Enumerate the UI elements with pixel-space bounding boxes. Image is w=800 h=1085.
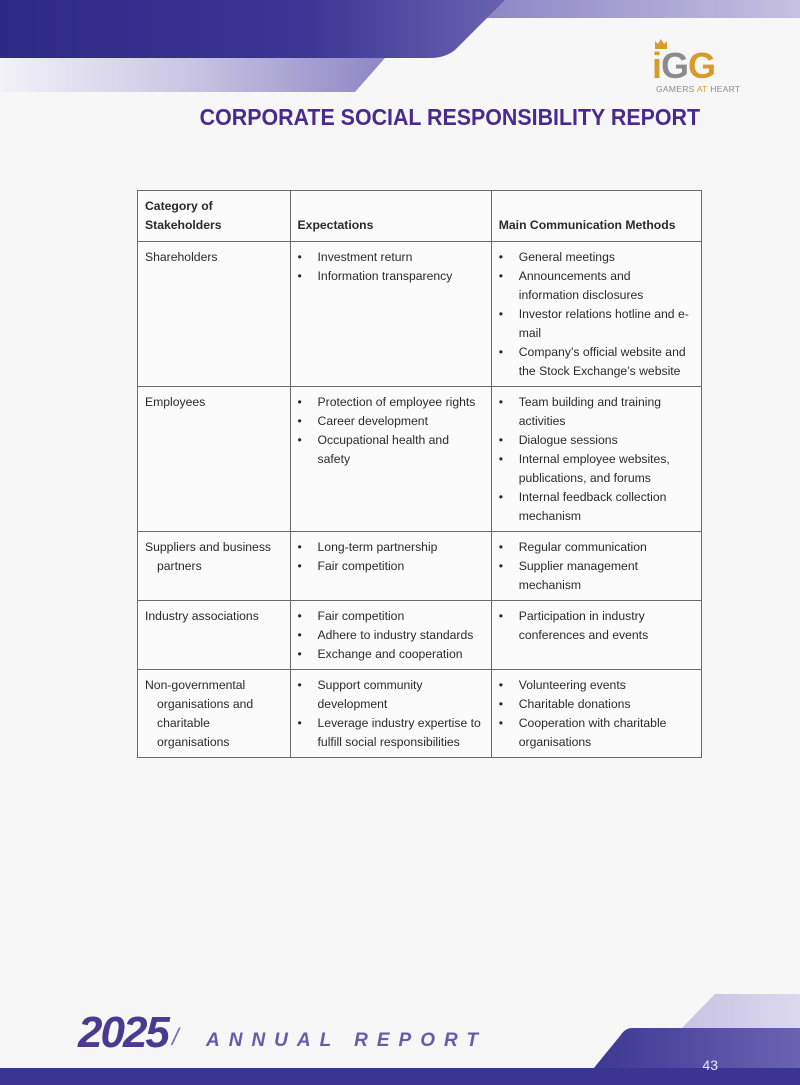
header-expectations: Expectations: [290, 191, 491, 242]
list-item: • Announcements and information disclosures: [499, 267, 694, 305]
list-item: • Information transparency: [298, 267, 484, 286]
list-item: • Protection of employee rights: [298, 393, 484, 412]
list-item: • Supplier management mechanism: [499, 557, 694, 595]
stakeholder-category: [138, 601, 291, 670]
list-item: • Fair competition: [298, 557, 484, 576]
table-row: [138, 532, 702, 601]
table-body: [138, 242, 702, 758]
stakeholder-category: [138, 387, 291, 532]
list-item: • Participation in industry conferences and events: [499, 607, 694, 645]
expectations-cell: [290, 242, 491, 387]
category-label: Industry associations: [145, 609, 259, 623]
list-item: • Investor relations hotline and e-mail: [499, 305, 694, 343]
table-header-row: [138, 191, 702, 242]
list-item: • Charitable donations: [499, 695, 694, 714]
logo-tagline: GAMERS AT HEART: [656, 84, 741, 94]
methods-cell: [491, 387, 701, 532]
footer-annual-report: ANNUAL REPORT: [206, 1030, 487, 1051]
list-item: • Internal employee websites, publications, and forums: [499, 450, 694, 488]
page-number: 43: [702, 1057, 718, 1073]
expectations-list: [298, 538, 484, 576]
list-item: • Support community development: [298, 676, 484, 714]
expectations-cell: [290, 601, 491, 670]
stakeholder-category: [138, 242, 291, 387]
expectations-list: [298, 248, 484, 286]
table-row: [138, 670, 702, 758]
category-label: Non-governmental organisations and charitable organisations: [145, 678, 254, 749]
table-row: [138, 601, 702, 670]
category-label: Employees: [145, 395, 206, 409]
list-item: • Exchange and cooperation: [298, 645, 484, 664]
methods-cell: [491, 532, 701, 601]
list-item: • Regular communication: [499, 538, 694, 557]
list-item: • Long-term partnership: [298, 538, 484, 557]
footer-year: 2025: [78, 1008, 168, 1057]
expectations-cell: [290, 387, 491, 532]
header-category: Category of Stakeholders: [138, 191, 291, 242]
list-item: • Team building and training activities: [499, 393, 694, 431]
list-item: • Occupational health and safety: [298, 431, 484, 469]
methods-list: [499, 676, 694, 752]
methods-list: [499, 607, 694, 645]
category-label: Shareholders: [145, 250, 218, 264]
stakeholder-category: [138, 670, 291, 758]
logo-letters: iGG: [652, 45, 716, 86]
footer-slash: /: [172, 1024, 179, 1051]
stakeholder-category: [138, 532, 291, 601]
report-title: CORPORATE SOCIAL RESPONSIBILITY REPORT: [199, 104, 700, 130]
list-item: • Fair competition: [298, 607, 484, 626]
methods-cell: [491, 601, 701, 670]
stakeholder-table: [137, 190, 702, 758]
list-item: • Career development: [298, 412, 484, 431]
list-item: • General meetings: [499, 248, 694, 267]
expectations-list: [298, 393, 484, 469]
category-label: Suppliers and business partners: [145, 540, 272, 573]
methods-list: [499, 248, 694, 381]
header-methods: Main Communication Methods: [491, 191, 701, 242]
table-row: [138, 387, 702, 532]
list-item: • Internal feedback collection mechanism: [499, 488, 694, 526]
list-item: • Dialogue sessions: [499, 431, 694, 450]
table-row: [138, 242, 702, 387]
expectations-cell: [290, 532, 491, 601]
list-item: • Cooperation with charitable organisations: [499, 714, 694, 752]
list-item: • Investment return: [298, 248, 484, 267]
expectations-list: [298, 676, 484, 752]
list-item: • Adhere to industry standards: [298, 626, 484, 645]
methods-list: [499, 393, 694, 526]
expectations-cell: [290, 670, 491, 758]
methods-cell: [491, 670, 701, 758]
igg-logo: [652, 38, 744, 96]
list-item: • Volunteering events: [499, 676, 694, 695]
expectations-list: [298, 607, 484, 664]
list-item: • Company’s official website and the Stock Exchange’s website: [499, 343, 694, 381]
methods-cell: [491, 242, 701, 387]
methods-list: [499, 538, 694, 595]
list-item: • Leverage industry expertise to fulfill social responsibilities: [298, 714, 484, 752]
